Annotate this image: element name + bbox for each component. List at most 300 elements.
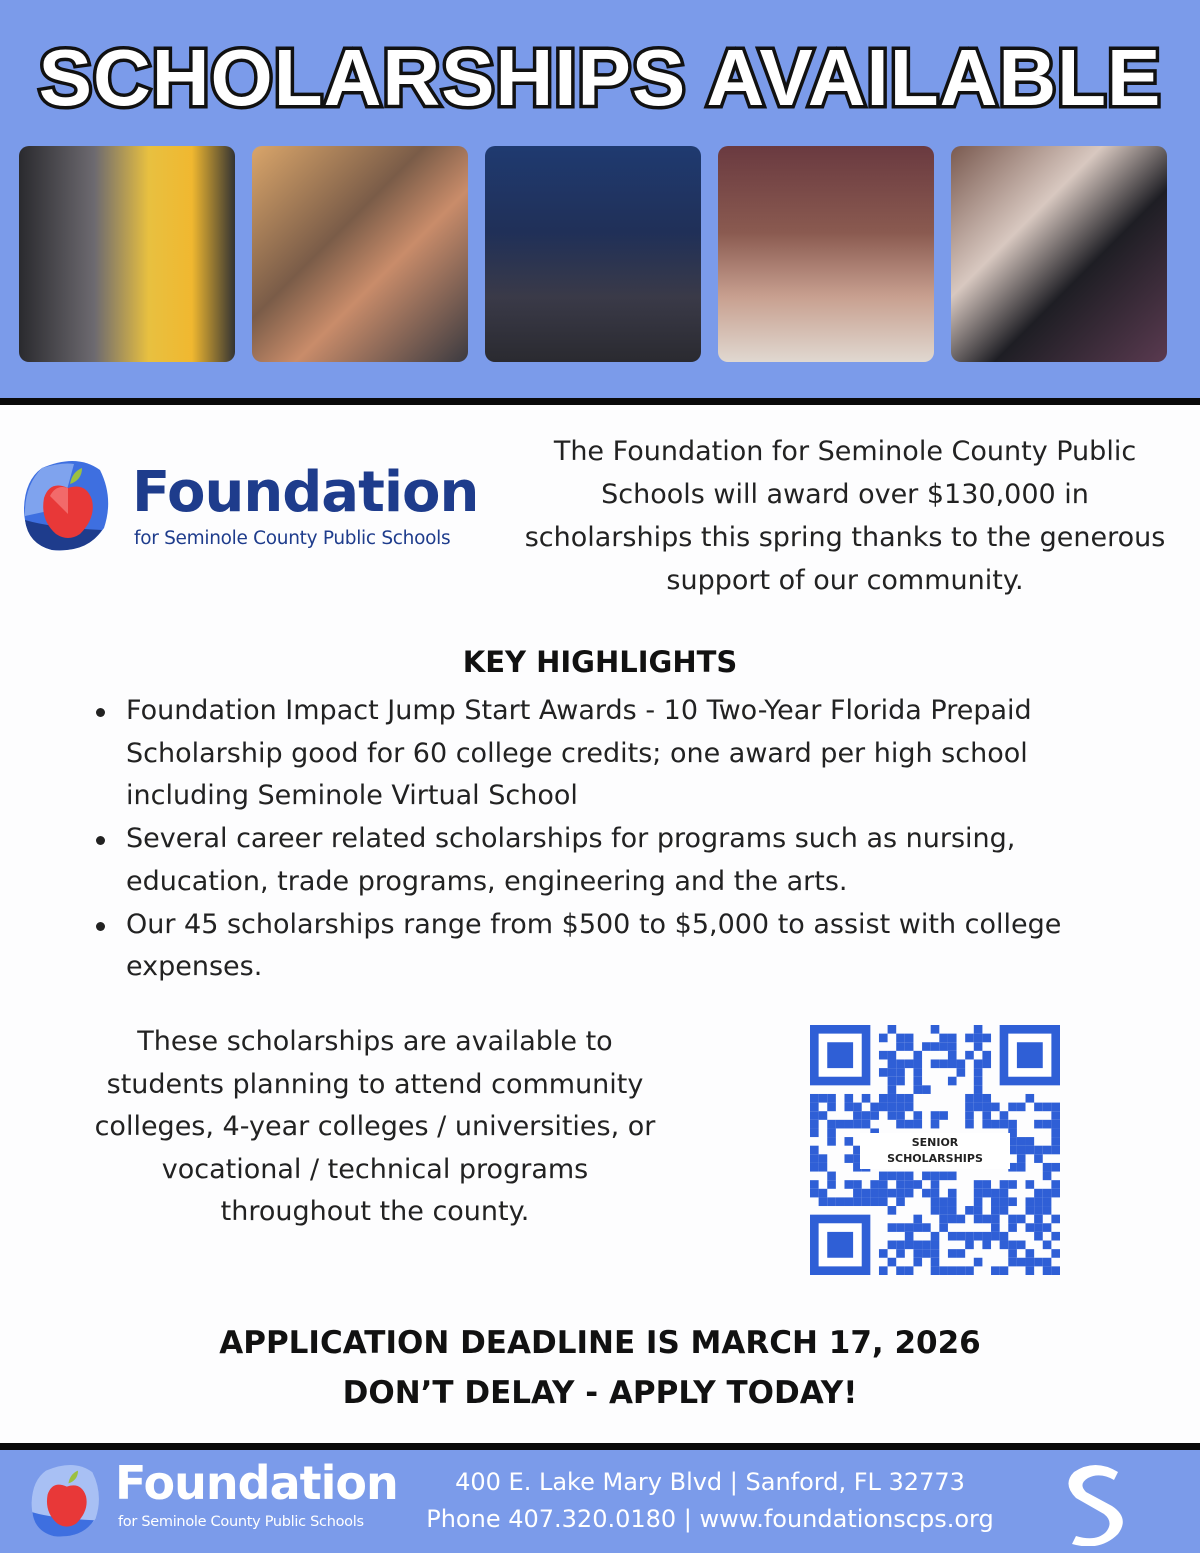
qr-module	[913, 1249, 922, 1258]
qr-module	[810, 1163, 819, 1172]
qr-module	[853, 1103, 862, 1112]
qr-module	[879, 1180, 888, 1189]
qr-module	[974, 1077, 983, 1086]
qr-module	[896, 1266, 905, 1275]
qr-module	[948, 1232, 957, 1241]
qr-module	[939, 1111, 948, 1120]
qr-module	[974, 1215, 983, 1224]
qr-module	[1026, 1180, 1035, 1189]
qr-module	[1043, 1241, 1052, 1250]
qr-module	[913, 1215, 922, 1224]
qr-module	[888, 1103, 897, 1112]
qr-module	[1051, 1111, 1060, 1120]
qr-module	[819, 1189, 828, 1198]
qr-module	[896, 1120, 905, 1129]
qr-module	[922, 1249, 931, 1258]
qr-module	[982, 1103, 991, 1112]
qr-module	[948, 1042, 957, 1051]
qr-module	[1034, 1258, 1043, 1267]
qr-module	[931, 1180, 940, 1189]
qr-module	[974, 1042, 983, 1051]
logo-wordmark: Foundation	[132, 460, 479, 525]
qr-module	[879, 1094, 888, 1103]
qr-module	[888, 1111, 897, 1120]
qr-module	[991, 1223, 1000, 1232]
qr-module	[853, 1189, 862, 1198]
qr-module	[965, 1034, 974, 1043]
qr-module	[1017, 1258, 1026, 1267]
qr-module	[1000, 1189, 1009, 1198]
award-photo-1	[19, 146, 235, 362]
qr-module	[982, 1111, 991, 1120]
qr-module	[1034, 1206, 1043, 1215]
qr-module	[1017, 1146, 1026, 1155]
qr-module	[1026, 1206, 1035, 1215]
qr-module	[888, 1094, 897, 1103]
qr-module	[982, 1051, 991, 1060]
qr-module	[965, 1266, 974, 1275]
qr-module	[819, 1154, 828, 1163]
qr-module	[931, 1042, 940, 1051]
page-title: SCHOLARSHIPS AVAILABLE	[38, 33, 1162, 122]
logo-subtitle: for Seminole County Public Schools	[134, 528, 451, 549]
qr-module	[1051, 1137, 1060, 1146]
qr-module	[957, 1059, 966, 1068]
apple-logo-icon	[30, 1462, 102, 1540]
qr-module	[896, 1094, 905, 1103]
qr-module	[965, 1094, 974, 1103]
qr-module	[810, 1146, 819, 1155]
qr-module	[1034, 1103, 1043, 1112]
award-photo-5	[951, 146, 1167, 362]
qr-module	[810, 1094, 819, 1103]
qr-module	[896, 1189, 905, 1198]
qr-module	[879, 1189, 888, 1198]
qr-module	[888, 1051, 897, 1060]
qr-module	[853, 1197, 862, 1206]
apply-cta: DON’T DELAY - APPLY TODAY!	[342, 1375, 858, 1411]
qr-module	[1043, 1258, 1052, 1267]
qr-module	[1017, 1241, 1026, 1250]
qr-module	[870, 1111, 879, 1120]
qr-module	[896, 1034, 905, 1043]
qr-module	[1017, 1163, 1026, 1172]
qr-module	[888, 1258, 897, 1267]
qr-module	[931, 1172, 940, 1181]
qr-module	[974, 1206, 983, 1215]
qr-module	[844, 1137, 853, 1146]
qr-module	[991, 1103, 1000, 1112]
qr-module	[862, 1120, 871, 1129]
qr-module	[1043, 1223, 1052, 1232]
foundation-logo	[22, 458, 492, 558]
qr-module	[1043, 1172, 1052, 1181]
qr-module	[888, 1223, 897, 1232]
qr-module	[982, 1215, 991, 1224]
qr-module	[913, 1085, 922, 1094]
qr-module	[974, 1068, 983, 1077]
qr-module	[939, 1206, 948, 1215]
qr-module	[948, 1172, 957, 1181]
qr-module	[965, 1103, 974, 1112]
qr-module	[827, 1197, 836, 1206]
qr-module	[810, 1120, 819, 1129]
qr-module	[853, 1111, 862, 1120]
qr-module	[1000, 1232, 1009, 1241]
qr-module	[862, 1111, 871, 1120]
qr-module	[1051, 1266, 1060, 1275]
qr-module	[931, 1059, 940, 1068]
qr-module	[939, 1034, 948, 1043]
qr-module	[1051, 1120, 1060, 1129]
qr-module	[888, 1206, 897, 1215]
qr-module	[905, 1189, 914, 1198]
qr-module	[862, 1197, 871, 1206]
qr-module	[931, 1206, 940, 1215]
qr-module	[982, 1059, 991, 1068]
qr-module	[991, 1120, 1000, 1129]
qr-module	[827, 1120, 836, 1129]
qr-module	[827, 1094, 836, 1103]
qr-module	[991, 1266, 1000, 1275]
qr-module	[948, 1249, 957, 1258]
qr-module	[888, 1241, 897, 1250]
qr-module	[1043, 1266, 1052, 1275]
qr-module	[1026, 1249, 1035, 1258]
qr-module	[931, 1025, 940, 1034]
qr-module	[974, 1189, 983, 1198]
qr-module	[870, 1103, 879, 1112]
qr-module	[905, 1232, 914, 1241]
qr-module	[1051, 1189, 1060, 1198]
qr-module	[965, 1120, 974, 1129]
qr-module	[948, 1059, 957, 1068]
qr-module	[982, 1189, 991, 1198]
qr-module	[905, 1241, 914, 1250]
qr-module	[965, 1232, 974, 1241]
qr-module	[974, 1197, 983, 1206]
qr-module	[879, 1197, 888, 1206]
qr-module	[879, 1172, 888, 1181]
footer-logo-subtitle: for Seminole County Public Schools	[118, 1514, 364, 1530]
qr-module	[939, 1215, 948, 1224]
qr-module	[974, 1258, 983, 1267]
qr-module	[1017, 1042, 1043, 1068]
qr-module	[844, 1094, 853, 1103]
qr-module	[810, 1154, 819, 1163]
qr-module	[939, 1197, 948, 1206]
qr-module	[1026, 1146, 1035, 1155]
qr-module	[1043, 1103, 1052, 1112]
qr-module	[931, 1120, 940, 1129]
qr-module	[913, 1223, 922, 1232]
qr-module	[1051, 1232, 1060, 1241]
qr-module	[888, 1025, 897, 1034]
qr-module	[948, 1189, 957, 1198]
qr-module	[1051, 1146, 1060, 1155]
qr-module	[913, 1258, 922, 1267]
qr-module	[1000, 1266, 1009, 1275]
qr-module	[827, 1172, 836, 1181]
qr-module	[974, 1059, 983, 1068]
qr-module	[819, 1197, 828, 1206]
qr-module	[922, 1223, 931, 1232]
qr-module	[879, 1103, 888, 1112]
qr-module	[1051, 1103, 1060, 1112]
qr-module	[827, 1103, 836, 1112]
qr-module	[931, 1189, 940, 1198]
qr-module	[836, 1197, 845, 1206]
qr-module	[896, 1172, 905, 1181]
qr-module	[870, 1180, 879, 1189]
qr-module	[913, 1059, 922, 1068]
qr-module	[922, 1241, 931, 1250]
list-item: Our 45 scholarships range from $500 to $5,000 to assist with college expenses.	[126, 904, 1136, 989]
qr-module	[905, 1172, 914, 1181]
qr-module	[896, 1059, 905, 1068]
qr-module	[1008, 1258, 1017, 1267]
qr-module	[1008, 1180, 1017, 1189]
qr-module	[991, 1215, 1000, 1224]
qr-module	[982, 1120, 991, 1129]
header-banner	[0, 0, 1200, 398]
qr-module	[931, 1241, 940, 1250]
qr-module	[810, 1111, 819, 1120]
qr-module	[974, 1025, 983, 1034]
qr-module	[1017, 1154, 1026, 1163]
qr-module	[974, 1103, 983, 1112]
qr-module	[870, 1189, 879, 1198]
qr-module	[965, 1241, 974, 1250]
qr-module	[1051, 1128, 1060, 1137]
qr-module	[1017, 1137, 1026, 1146]
qr-module	[913, 1051, 922, 1060]
qr-module	[1043, 1163, 1052, 1172]
qr-module	[1026, 1223, 1035, 1232]
qr-module	[957, 1266, 966, 1275]
qr-label-line1: SENIOR	[911, 1136, 959, 1149]
qr-module	[905, 1042, 914, 1051]
qr-module	[819, 1163, 828, 1172]
qr-module	[931, 1258, 940, 1267]
qr-module	[827, 1232, 853, 1258]
qr-module	[974, 1180, 983, 1189]
qr-module	[1043, 1146, 1052, 1155]
qr-module	[913, 1241, 922, 1250]
qr-module	[948, 1077, 957, 1086]
qr-module	[862, 1189, 871, 1198]
qr-module	[1043, 1197, 1052, 1206]
qr-module	[1008, 1103, 1017, 1112]
qr-module	[991, 1206, 1000, 1215]
qr-module	[948, 1206, 957, 1215]
qr-module	[939, 1266, 948, 1275]
qr-module	[922, 1189, 931, 1198]
divider	[0, 1443, 1200, 1450]
qr-module	[1008, 1215, 1017, 1224]
footer-logo-wordmark: Foundation	[115, 1456, 398, 1510]
qr-module	[810, 1189, 819, 1198]
qr-module	[1000, 1120, 1009, 1129]
qr-module	[836, 1120, 845, 1129]
qr-module	[948, 1266, 957, 1275]
qr-module	[1008, 1120, 1017, 1129]
qr-module	[913, 1120, 922, 1129]
qr-module	[974, 1232, 983, 1241]
qr-module	[1034, 1120, 1043, 1129]
qr-module	[810, 1103, 819, 1112]
qr-module	[819, 1094, 828, 1103]
qr-module	[948, 1215, 957, 1224]
qr-module	[1008, 1197, 1017, 1206]
qr-module	[853, 1120, 862, 1129]
qr-module	[948, 1051, 957, 1060]
qr-module	[879, 1051, 888, 1060]
qr-module	[1008, 1223, 1017, 1232]
qr-module	[965, 1111, 974, 1120]
qr-module	[1034, 1215, 1043, 1224]
qr-module	[913, 1180, 922, 1189]
qr-module	[974, 1034, 983, 1043]
qr-module	[1026, 1258, 1035, 1267]
qr-module	[1026, 1137, 1035, 1146]
qr-module	[905, 1223, 914, 1232]
list-item: Foundation Impact Jump Start Awards - 10 Two-Year Florida Prepaid Scholarship good for 60 college credits; one award per high school including Seminole Virtual School	[126, 690, 1136, 818]
deadline-text: APPLICATION DEADLINE IS MARCH 17, 2026	[219, 1325, 981, 1361]
qr-module	[1043, 1206, 1052, 1215]
qr-module	[1034, 1146, 1043, 1155]
qr-module	[965, 1051, 974, 1060]
qr-module	[982, 1180, 991, 1189]
qr-module	[991, 1232, 1000, 1241]
qr-module	[896, 1077, 905, 1086]
qr-module	[810, 1180, 819, 1189]
qr-module	[991, 1189, 1000, 1198]
qr-module	[991, 1197, 1000, 1206]
qr-module	[965, 1206, 974, 1215]
apple-logo-icon	[22, 458, 112, 554]
qr-module	[879, 1068, 888, 1077]
qr-module	[1043, 1120, 1052, 1129]
qr-module	[939, 1042, 948, 1051]
qr-module	[905, 1103, 914, 1112]
qr-module	[957, 1068, 966, 1077]
qr-module	[982, 1094, 991, 1103]
qr-module	[957, 1232, 966, 1241]
qr-module	[922, 1042, 931, 1051]
qr-module	[939, 1223, 948, 1232]
qr-module	[896, 1103, 905, 1112]
qr-module	[957, 1215, 966, 1224]
qr-module	[931, 1111, 940, 1120]
qr-module	[982, 1232, 991, 1241]
qr-module	[888, 1059, 897, 1068]
qr-module	[1000, 1206, 1009, 1215]
qr-module	[844, 1103, 853, 1112]
qr-module	[879, 1034, 888, 1043]
qr-module	[905, 1059, 914, 1068]
qr-module	[827, 1180, 836, 1189]
qr-label-line2: SCHOLARSHIPS	[887, 1152, 983, 1165]
award-photo-4	[718, 146, 934, 362]
qr-module	[870, 1197, 879, 1206]
qr-module	[862, 1094, 871, 1103]
qr-module	[896, 1249, 905, 1258]
availability-text: These scholarships are available to students planning to attend community colleges, 4-year colleges / universities, or vocational / technical programs throughout the county.	[94, 1026, 656, 1228]
scps-logo-icon	[1060, 1462, 1130, 1546]
divider	[0, 398, 1200, 405]
intro-text: The Foundation for Seminole County Public Schools will award over $130,000 in scholarships this spring thanks to the generous support of our community.	[524, 436, 1166, 596]
qr-module	[1017, 1103, 1026, 1112]
qr-module	[974, 1094, 983, 1103]
qr-module	[905, 1120, 914, 1129]
highlights-list	[126, 690, 1136, 989]
qr-module	[1043, 1189, 1052, 1198]
award-photo-3	[485, 146, 701, 362]
qr-module	[913, 1077, 922, 1086]
qr-module	[1008, 1249, 1017, 1258]
qr-module	[844, 1154, 853, 1163]
qr-module	[853, 1180, 862, 1189]
qr-module	[888, 1068, 897, 1077]
qr-module	[827, 1128, 836, 1137]
qr-module	[1017, 1215, 1026, 1224]
footer	[0, 1450, 1200, 1553]
footer-contact[interactable]: Phone 407.320.0180 | www.foundationscps.org	[426, 1505, 994, 1533]
qr-module	[1051, 1249, 1060, 1258]
qr-module	[922, 1172, 931, 1181]
qr-module	[827, 1042, 853, 1068]
qr-module	[888, 1077, 897, 1086]
qr-module	[939, 1059, 948, 1068]
qr-module	[896, 1223, 905, 1232]
qr-module	[913, 1068, 922, 1077]
qr-module	[982, 1034, 991, 1043]
qr-module	[1034, 1189, 1043, 1198]
qr-module	[905, 1094, 914, 1103]
qr-module	[888, 1172, 897, 1181]
qr-module	[922, 1085, 931, 1094]
qr-module	[1034, 1197, 1043, 1206]
qr-module	[1051, 1215, 1060, 1224]
qr-module	[939, 1172, 948, 1181]
qr-module	[896, 1241, 905, 1250]
qr-module	[888, 1189, 897, 1198]
qr-module	[896, 1180, 905, 1189]
qr-module	[810, 1128, 819, 1137]
qr-module	[1026, 1197, 1035, 1206]
qr-module	[931, 1266, 940, 1275]
qr-module	[1000, 1241, 1009, 1250]
qr-module	[931, 1232, 940, 1241]
qr-module	[819, 1111, 828, 1120]
qr-module	[948, 1034, 957, 1043]
qr-module	[1000, 1180, 1009, 1189]
qr-module	[1034, 1154, 1043, 1163]
qr-module	[844, 1180, 853, 1189]
qr-module	[896, 1197, 905, 1206]
qr-module	[879, 1266, 888, 1275]
qr-module	[896, 1111, 905, 1120]
qr-module	[931, 1197, 940, 1206]
footer-address: 400 E. Lake Mary Blvd | Sanford, FL 32773	[455, 1468, 965, 1496]
qr-module	[896, 1042, 905, 1051]
qr-module	[1026, 1094, 1035, 1103]
qr-label	[860, 1133, 1010, 1169]
qr-module	[913, 1111, 922, 1120]
qr-module	[974, 1085, 983, 1094]
qr-module	[1008, 1241, 1017, 1250]
